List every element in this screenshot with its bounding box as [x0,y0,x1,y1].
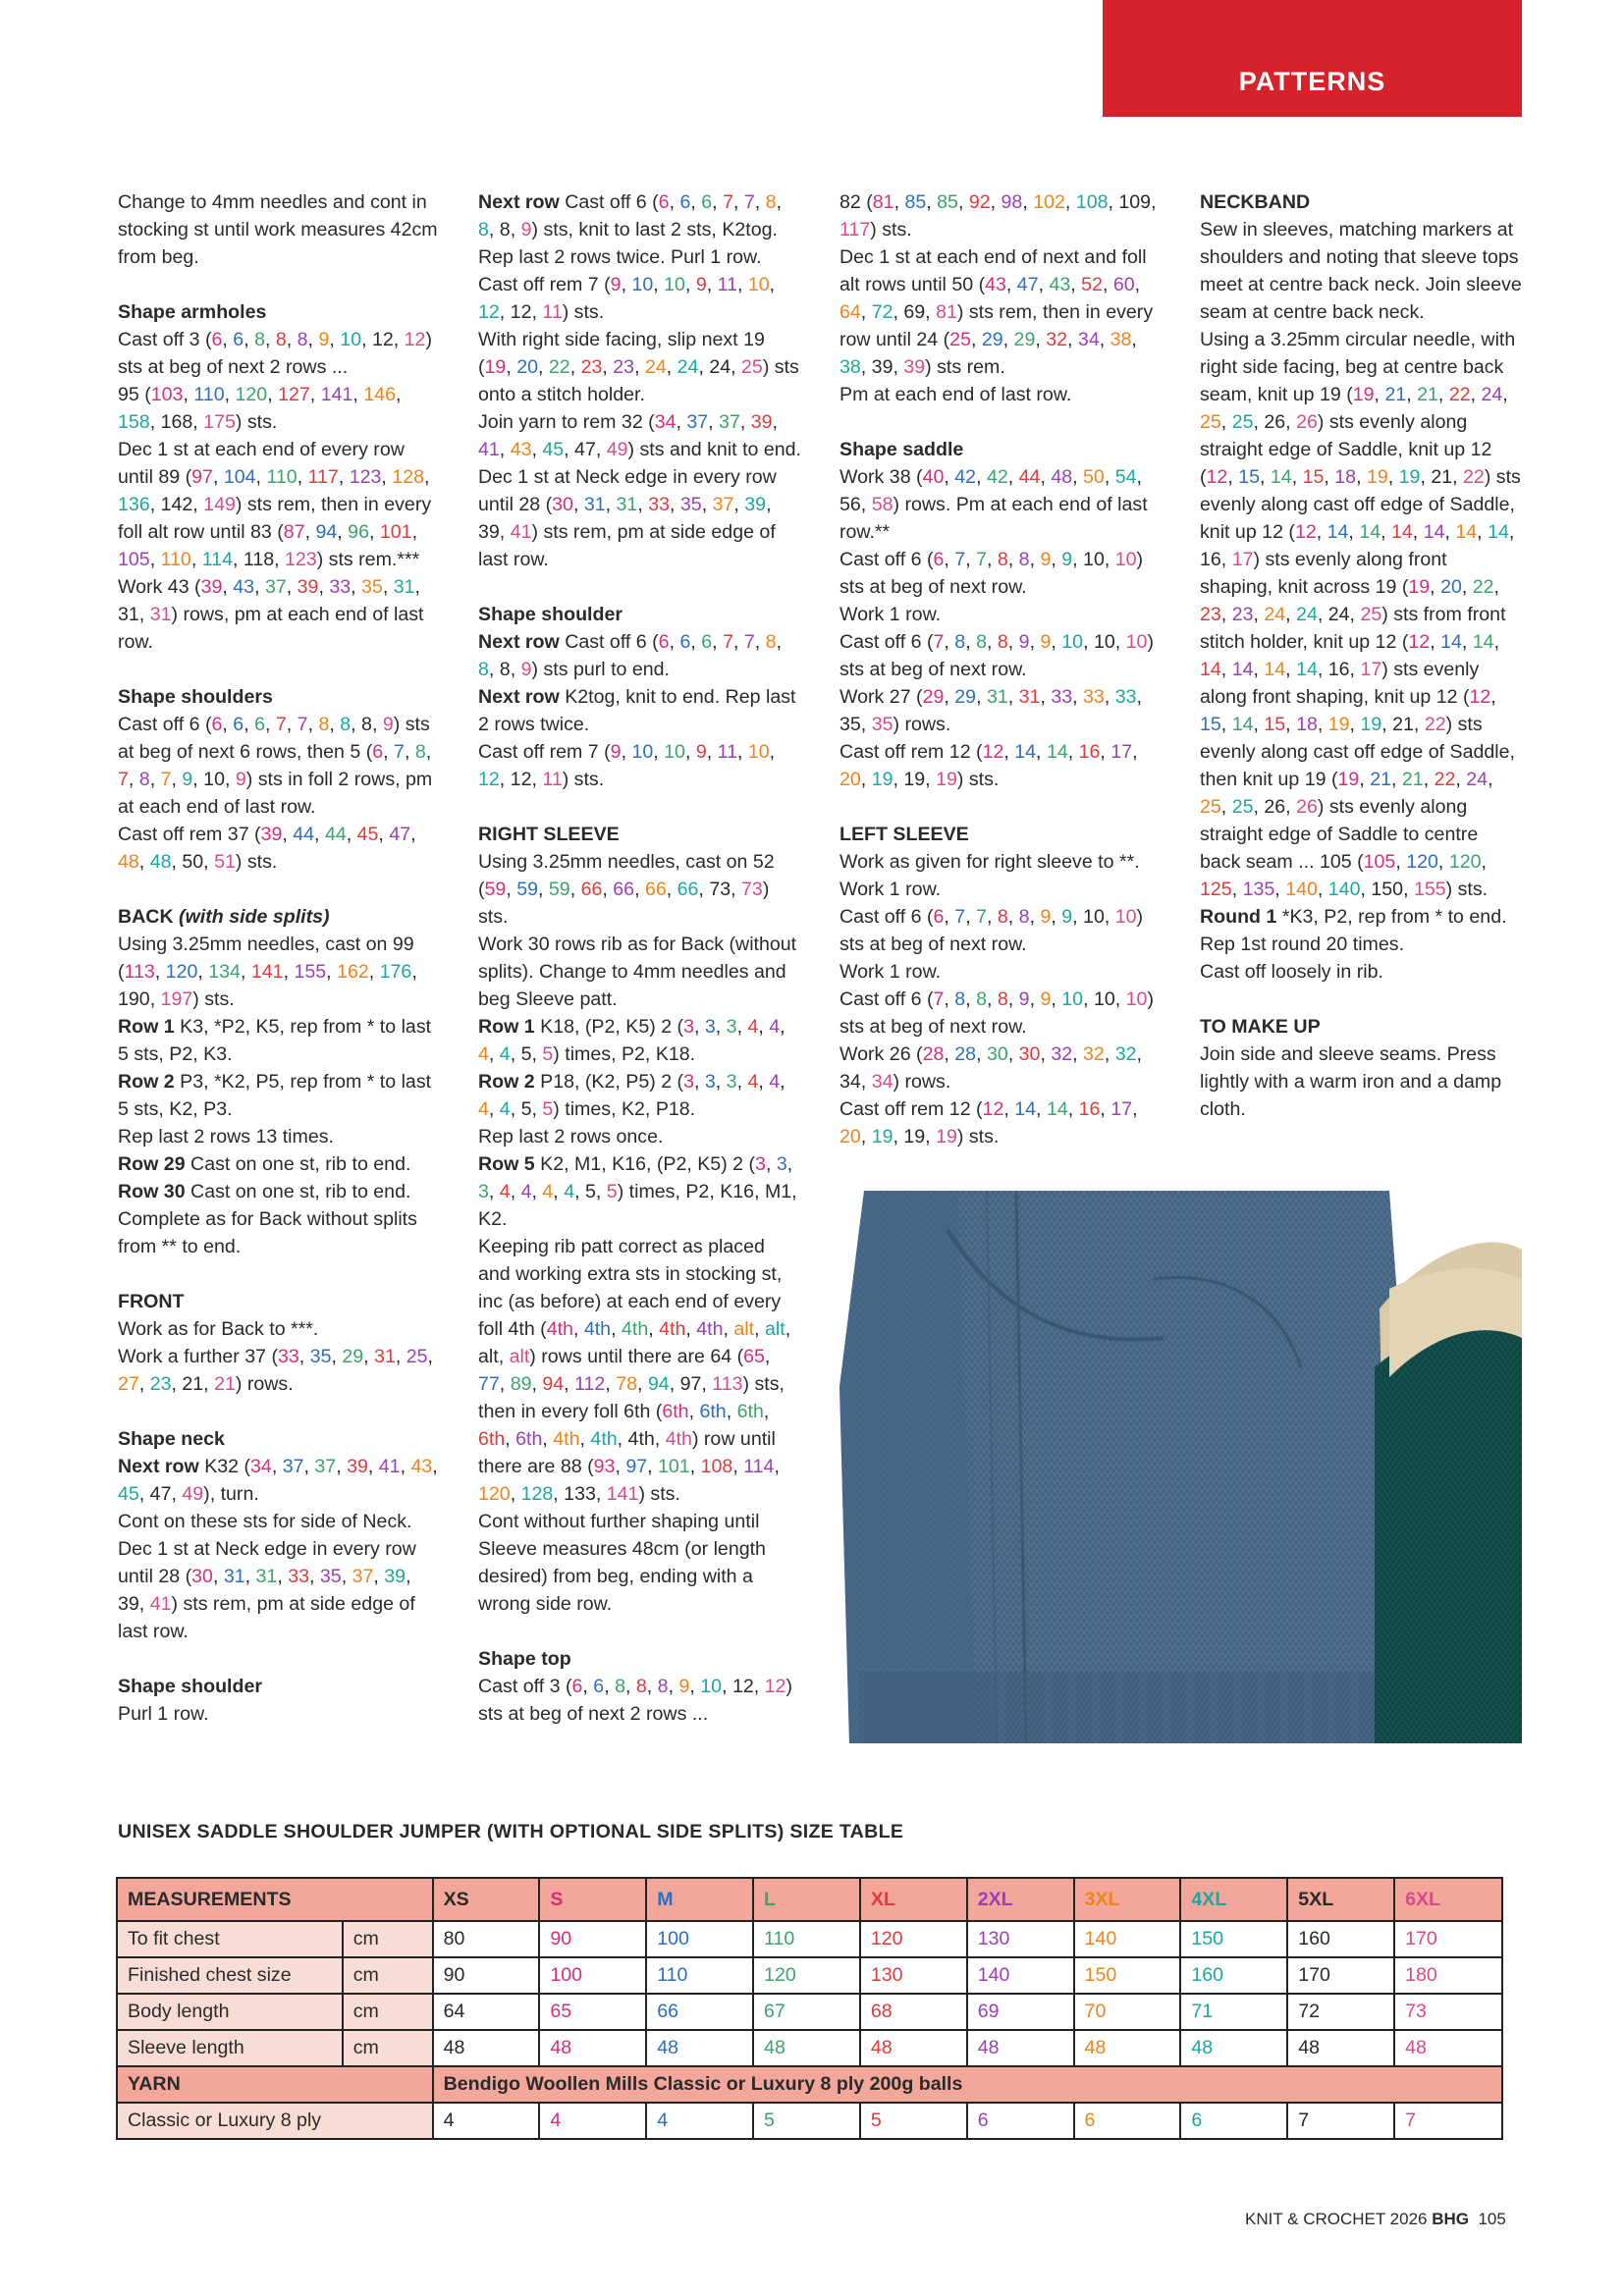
row-label: Sleeve length [117,2030,343,2066]
table-cell: 110 [753,1921,860,1957]
table-cell: 71 [1180,1994,1287,2030]
size-header: XS [433,1878,540,1921]
table-cell: 4 [539,2103,646,2139]
table-cell: 4 [646,2103,753,2139]
table-cell: 6 [1180,2103,1287,2139]
measurements-header: MEASUREMENTS [117,1878,433,1921]
table-cell: 48 [646,2030,753,2066]
table-cell: 160 [1287,1921,1394,1957]
table-cell: 5 [860,2103,967,2139]
table-cell: 7 [1394,2103,1502,2139]
table-cell: 150 [1180,1921,1287,1957]
table-cell: 48 [539,2030,646,2066]
table-cell: 7 [1287,2103,1394,2139]
size-header: 3XL [1074,1878,1181,1921]
table-cell: 68 [860,1994,967,2030]
pattern-column-3: 82 (81, 85, 85, 92, 98, 102, 108, 109, 117) sts. Dec 1 st at each end of next and foll alt rows until 50 (43, 47, 43, 52, 60, 64, 72, 69, 81) sts rem, then in every row until 24 (25, 29, 29, 32, 34, 38, 38, 39, 39) sts rem. Pm at each end of last row. Shape saddle Work 38 (40, 42, 42, 44, 48, 50, 54, 56, 58) rows. Pm at each end of last row.** Cast off 6 (6, 7, 7, 8, 8, 9, 9, 10, 10) sts at beg of next row. Work 1 row. Cast off 6 (7, 8, 8, 8, 9, 9, 10, 10, 10) sts at beg of next row. Work 27 (29, 29, 31, 31, 33, 33, 33, 35, 35) rows. Cast off rem 12 (12, 14, 14, 16, 17, 20, 19, 19, 19) sts. LEFT SLEEVE Work as given for right sleeve to **. Work 1 row. Cast off 6 (6, 7, 7, 8, 8, 9, 9, 10, 10) sts at beg of next row. Work 1 row. Cast off 6 (7, 8, 8, 8, 9, 9, 10, 10, 10) sts at beg of next row. Work 26 (28, 28, 30, 30, 32, 32, 32, 34, 34) rows. Cast off rem 12 (12, 14, 14, 16, 17, 20, 19, 19, 19) sts. [839,191,1157,1148]
table-row [117,2030,1502,2066]
table-cell: 6 [1074,2103,1181,2139]
table-cell: 90 [539,1921,646,1957]
table-cell: 80 [433,1921,540,1957]
table-cell: 150 [1074,1957,1181,1994]
size-header: M [646,1878,753,1921]
table-cell: 48 [1394,2030,1502,2066]
footer-brand: BHG [1432,2210,1470,2228]
table-cell: 64 [433,1994,540,2030]
footer-text: KNIT & CROCHET 2026 [1245,2210,1428,2228]
table-row [117,2103,1502,2139]
row-label: Body length [117,1994,343,2030]
table-cell: 67 [753,1994,860,2030]
table-cell: 72 [1287,1994,1394,2030]
yarn-header-row [117,2066,1502,2103]
yarn-label: YARN [117,2066,433,2103]
pattern-column-2: Next row Cast off 6 (6, 6, 6, 7, 7, 8, 8, 8, 9) sts, knit to last 2 sts, K2tog. Rep last 2 rows twice. Purl 1 row. Cast off rem 7 (9, 10, 10, 9, 11, 10, 12, 12, 11) sts. With right side facing, slip next 19 (19, 20, 22, 23, 23, 24, 24, 24, 25) sts onto a stitch holder. Join yarn to rem 32 (34, 37, 37, 39, 41, 43, 45, 47, 49) sts and knit to end. Dec 1 st at Neck edge in every row until 28 (30, 31, 31, 33, 35, 37, 39, 39, 41) sts rem, pm at side edge of last row. Shape shoulder Next row Cast off 6 (6, 6, 6, 7, 7, 8, 8, 8, 9) sts purl to end. Next row K2tog, knit to end. Rep last 2 rows twice. Cast off rem 7 (9, 10, 10, 9, 11, 10, 12, 12, 11) sts. RIGHT SLEEVE Using 3.25mm needles, cast on 52 (59, 59, 59, 66, 66, 66, 66, 73, 73) sts. Work 30 rows rib as for Back (without splits). Change to 4mm needles and beg Sleeve patt. Row 1 K18, (P2, K5) 2 (3, 3, 3, 4, 4, 4, 4, 5, 5) times, P2, K18. Row 2 P18, (K2, P5) 2 (3, 3, 3, 4, 4, 4, 4, 5, 5) times, K2, P18. Rep last 2 rows once. Row 5 K2, M1, K16, (P2, K5) 2 (3, 3, 3, 4, 4, 4, 4, 5, 5) times, P2, K16, M1, K2. Keeping rib patt correct as placed and working extra sts in stocking st, inc (as before) at each end of every foll 4th (4th, 4th, 4th, 4th, 4th, alt, alt, alt, alt) rows until there are 64 (65, 77, 89, 94, 112, 78, 94, 97, 113) sts, then in every foll 6th (6th, 6th, 6th, 6th, 6th, 4th, 4th, 4th, 4th) row until there are 88 (93, 97, 101, 108, 114, 120, 128, 133, 141) sts. Cont without further shaping until Sleeve measures 48cm (or length desired) from beg, ending with a wrong side row. Shape top Cast off 3 (6, 6, 8, 8, 8, 9, 10, 12, 12) sts at beg of next 2 rows ... [478,191,801,1725]
table-cell: 170 [1287,1957,1394,1994]
table-cell: 48 [967,2030,1074,2066]
table-cell: 6 [967,2103,1074,2139]
table-cell: 100 [646,1921,753,1957]
table-cell: 48 [433,2030,540,2066]
yarn-description: Bendigo Woollen Mills Classic or Luxury 8 ply 200g balls [433,2066,1502,2103]
table-cell: 120 [860,1921,967,1957]
table-cell: 5 [753,2103,860,2139]
size-table-title: UNISEX SADDLE SHOULDER JUMPER (WITH OPTIONAL SIDE SPLITS) SIZE TABLE [118,1821,904,1842]
row-unit: cm [343,1921,433,1957]
table-cell: 120 [753,1957,860,1994]
table-cell: 160 [1180,1957,1287,1994]
table-cell: 100 [539,1957,646,1994]
row-unit: cm [343,1994,433,2030]
section-tab: PATTERNS [1103,0,1522,117]
size-table [116,1877,1503,2140]
table-cell: 69 [967,1994,1074,2030]
pattern-column-1: Change to 4mm needles and cont in stocking st until work measures 42cm from beg. Shape armholes Cast off 3 (6, 6, 8, 8, 8, 9, 10, 12, 12) sts at beg of next 2 rows ... 95 (103, 110, 120, 127, 141, 146, 158, 168, 175) sts. Dec 1 st at each end of every row until 89 (97, 104, 110, 117, 123, 128, 136, 142, 149) sts rem, then in every foll alt row until 83 (87, 94, 96, 101, 105, 110, 114, 118, 123) sts rem.*** Work 43 (39, 43, 37, 39, 33, 35, 31, 31, 31) rows, pm at each end of last row. Shape shoulders Cast off 6 (6, 6, 6, 7, 7, 8, 8, 8, 9) sts at beg of next 6 rows, then 5 (6, 7, 8, 7, 8, 7, 9, 10, 9) sts in foll 2 rows, pm at each end of last row. Cast off rem 37 (39, 44, 44, 45, 47, 48, 48, 50, 51) sts. BACK (with side splits) Using 3.25mm needles, cast on 99 (113, 120, 134, 141, 155, 162, 176, 190, 197) sts. Row 1 K3, *P2, K5, rep from * to last 5 sts, P2, K3. Row 2 P3, *K2, P5, rep from * to last 5 sts, K2, P3. Rep last 2 rows 13 times. Row 29 Cast on one st, rib to end. Row 30 Cast on one st, rib to end. Complete as for Back without splits from ** to end. FRONT Work as for Back to ***. Work a further 37 (33, 35, 29, 31, 25, 27, 23, 21, 21) rows. Shape neck Next row K32 (34, 37, 37, 39, 41, 43, 45, 47, 49), turn. Cont on these sts for side of Neck. Dec 1 st at Neck edge in every row until 28 (30, 31, 31, 33, 35, 37, 39, 39, 41) sts rem, pm at side edge of last row. Shape shoulder Purl 1 row. [118,191,438,1725]
table-cell: 65 [539,1994,646,2030]
row-label: To fit chest [117,1921,343,1957]
jumper-photo [839,1191,1522,1743]
table-cell: 130 [860,1957,967,1994]
size-header: 4XL [1180,1878,1287,1921]
table-cell: 48 [1074,2030,1181,2066]
table-cell: 170 [1394,1921,1502,1957]
row-label: Finished chest size [117,1957,343,1994]
size-header: S [539,1878,646,1921]
page-footer [1245,2210,1506,2229]
table-cell: 48 [1287,2030,1394,2066]
size-header: L [753,1878,860,1921]
table-cell: 66 [646,1994,753,2030]
table-cell: 90 [433,1957,540,1994]
size-header: 5XL [1287,1878,1394,1921]
size-header: 6XL [1394,1878,1502,1921]
table-cell: 140 [967,1957,1074,1994]
table-cell: 48 [860,2030,967,2066]
row-label: Classic or Luxury 8 ply [117,2103,433,2139]
row-unit: cm [343,1957,433,1994]
row-unit: cm [343,2030,433,2066]
table-cell: 110 [646,1957,753,1994]
table-row [117,1921,1502,1957]
table-row [117,1957,1502,1994]
size-header: XL [860,1878,967,1921]
table-cell: 4 [433,2103,540,2139]
table-cell: 180 [1394,1957,1502,1994]
table-cell: 48 [753,2030,860,2066]
table-cell: 48 [1180,2030,1287,2066]
table-cell: 73 [1394,1994,1502,2030]
size-header: 2XL [967,1878,1074,1921]
pattern-column-4: NECKBAND Sew in sleeves, matching markers at shoulders and noting that sleeve tops meet at centre back neck. Join sleeve seam at centre back neck. Using a 3.25mm circular needle, with right side facing, beg at centre back seam, knit up 19 (19, 21, 21, 22, 24, 25, 25, 26, 26) sts evenly along straight edge of Saddle, knit up 12 (12, 15, 14, 15, 18, 19, 19, 21, 22) sts evenly along cast off edge of Saddle, knit up 12 (12, 14, 14, 14, 14, 14, 14, 16, 17) sts evenly along front shaping, knit across 19 (19, 20, 22, 23, 23, 24, 24, 24, 25) sts from front stitch holder, knit up 12 (12, 14, 14, 14, 14, 14, 14, 16, 17) sts evenly along front shaping, knit up 12 (12, 15, 14, 15, 18, 19, 19, 21, 22) sts evenly along cast off edge of Saddle, then knit up 19 (19, 21, 21, 22, 24, 25, 25, 26, 26) sts evenly along straight edge of Saddle to centre back seam ... 105 (105, 120, 120, 125, 135, 140, 140, 150, 155) sts. Round 1 *K3, P2, rep from * to end. Rep 1st round 20 times. Cast off loosely in rib. TO MAKE UP Join side and sleeve seams. Press lightly with a warm iron and a damp cloth. [1200,191,1522,1120]
table-row [117,1994,1502,2030]
size-header-row [117,1878,1502,1921]
table-cell: 130 [967,1921,1074,1957]
table-cell: 70 [1074,1994,1181,2030]
table-cell: 140 [1074,1921,1181,1957]
page-number: 105 [1478,2210,1506,2228]
